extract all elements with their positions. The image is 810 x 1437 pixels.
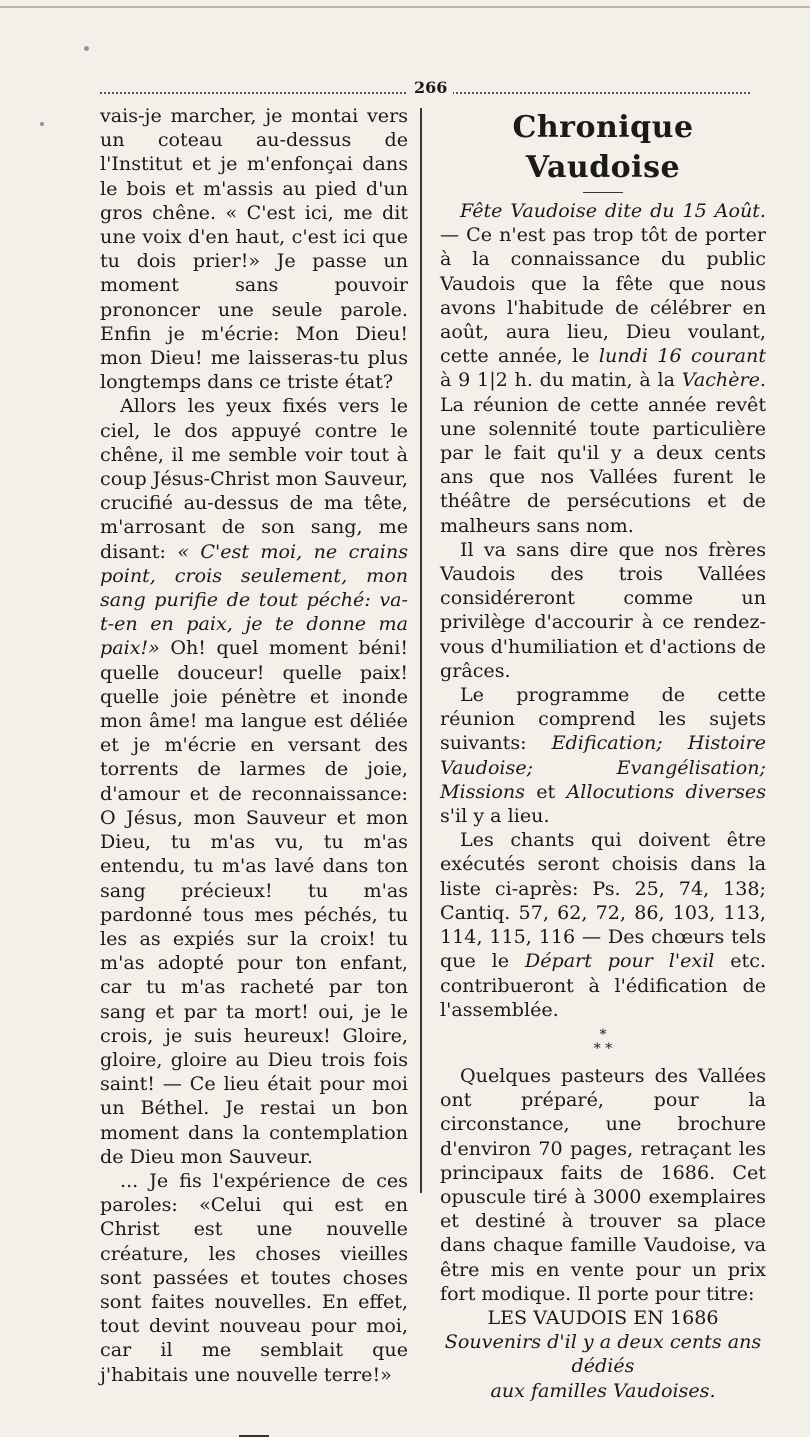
left-paragraph-1: vais-je marcher, je montai vers un coteau au-dessus de l'Institut et je m'enfonçai dans le bois et m'assis au pied d'un gros chêne. « C'est ici, me dit une voix d'en haut, c'est ici que tu dois prier!» Je passe un moment sans pouvoir prononcer une seule parole. Enfin je m'écrie: Mon Dieu! mon Dieu! me laisseras-tu plus longtemps dans ce triste état? [100, 104, 408, 394]
program-topics: Edification; Histoire Vaudoise; Evangélisation; Missions [440, 731, 766, 803]
right-p1-text-b: à 9 1|2 h. du matin, à la [440, 368, 682, 392]
print-speck [40, 122, 44, 126]
right-p3-text-b: et [524, 779, 567, 803]
right-paragraph-5: Quelques pasteurs des Vallées ont préparé, pour la circonstance, une brochure d'environ 70 pages, retraçant les principaux faits de 1686. Cet opuscule tiré à 3000 exemplaires et destiné à trouver sa place dans chaque famille Vaudoise, va être mis en vente pour un prix fort modique. Il porte pour titre: [440, 1063, 766, 1305]
book-subtitle-1: Souvenirs d'il y a deux cents ans [444, 1330, 762, 1354]
left-paragraph-2-rest: Oh! quel moment béni! quelle douceur! quelle paix! quelle joie pénètre et inonde mon âme! ma langue est déliée et je m'écrie en versant des torrents de larmes de joie, d'amour et de reconnaissance: O Jésus, mon Sauveur et mon Dieu, tu m'as vu, tu m'as entendu, tu m'as lavé dans ton sang précieux! tu m'as pardonné tous mes péchés, tu les as expiés sur la croix! tu m'as adopté pour ton enfant, car tu m'as racheté par ton sang et par ta mort! oui, je le crois, je suis heureux! Gloire, gloire, gloire au Dieu trois fois saint! — Ce lieu était pour moi un Béthel. Je restai un bon moment dans la contemplation de Dieu mon Sauveur. [100, 636, 408, 1168]
right-p1-text-a: Ce n'est pas trop tôt de porter à la connaissance du public Vaudois que la fête que nous avons l'habitude de célébrer en août, aura lieu, Dieu voulant, cette année, le [440, 223, 766, 368]
print-speck [84, 46, 89, 51]
right-paragraph-4 [440, 828, 766, 1022]
right-p3-text-c: s'il y a lieu. [440, 804, 550, 828]
right-paragraph-2: Il va sans dire que nos frères Vaudois des trois Vallées considéreront comme un privilège d'accourir à ce rendez-vous d'humiliation et d'actions de grâces. [440, 537, 766, 682]
book-subtitle-3: aux familles Vaudoises. [490, 1378, 716, 1402]
left-paragraph-3: ... Je fis l'expérience de ces paroles: «Celui qui est en Christ est une nouvelle créature, les choses vieilles sont passées et toutes choses sont faites nouvelles. En effet, tout devint nouveau pour moi, car il me semblait que j'habitais une nouvelle terre!» [100, 1168, 408, 1386]
column-divider [420, 108, 422, 1193]
feast-date: lundi 16 courant [598, 344, 767, 368]
left-paragraph-2 [100, 394, 408, 1169]
feast-place: Vachère. [681, 368, 766, 392]
left-paragraph-2-text: Allors les yeux fixés vers le ciel, le dos appuyé contre le chêne, il me semble voir tout à coup Jésus-Christ mon Sauveur, crucifié au-dessus de ma tête, m'arrosant de son sang, me disant: [100, 394, 408, 563]
book-subtitle-2: dédiés [571, 1354, 635, 1378]
top-edge-line [0, 6, 810, 8]
book-title: LES VAUDOIS EN 1686 [487, 1305, 719, 1329]
left-paragraph-2-quote: « C'est moi, ne crains point, crois seulement, mon sang purifie de tout péché: va-t-en en paix, je te donne ma paix!» [100, 539, 408, 660]
title-rule [583, 192, 623, 193]
program-topics-2: Allocutions diverses [566, 779, 766, 803]
right-p4-text-a: Les chants qui doivent être exécutés seront choisis dans la liste ci-après: Ps. 25, 74, 138; Cantiq. 57, 62, 72, 86, 103, 113, 114, 115, 116 — Des chœurs tels que le [440, 828, 766, 973]
right-paragraph-1 [440, 199, 766, 538]
right-p4-text-b: etc. contribueront à l'édification de l'assemblée. [440, 949, 766, 1021]
left-column [100, 104, 408, 1437]
feast-heading: Fête Vaudoise dite du 15 Août. — [440, 199, 766, 247]
section-asterism [440, 1028, 766, 1056]
page-number: 266 [408, 78, 453, 97]
right-p3-text-a: Le programme de cette réunion comprend les sujets suivants: [440, 683, 766, 755]
right-paragraph-3 [440, 683, 766, 828]
right-column [440, 104, 766, 1403]
section-title: Chronique Vaudoise [512, 110, 694, 185]
section-end-rule [239, 1435, 269, 1437]
asterism-bottom: * * [593, 1040, 613, 1057]
choir-piece: Départ pour l'exil [524, 949, 715, 973]
right-p1-text-c: La réunion de cette année revêt une solennité toute particulière par le fait qu'il y a deux cents ans que nos Vallées furent le théâtre de persécutions et de malheurs sans nom. [440, 392, 766, 537]
asterism-top: * [599, 1026, 607, 1043]
